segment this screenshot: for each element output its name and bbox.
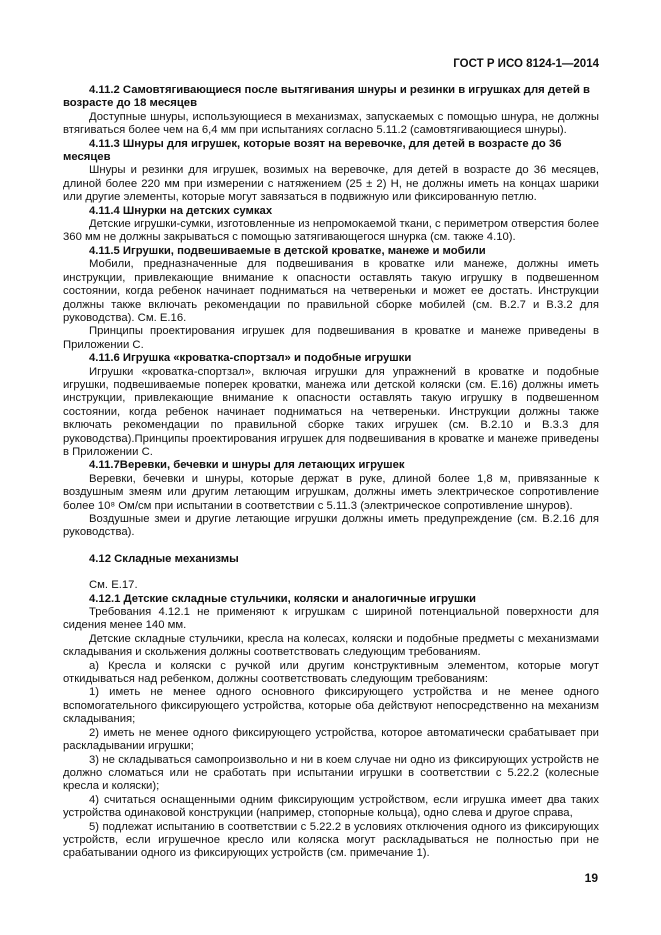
paragraph: а) Кресла и коляски с ручкой или другим конструктивным элементом, которые могут откидываться над ребенком, должны соответствовать следующим требованиям:	[63, 659, 599, 686]
section-heading: 4.11.6 Игрушка «кроватка-спортзал» и подобные игрушки	[89, 352, 412, 365]
paragraph: 3) не складываться самопроизвольно и ни в коем случае ни одно из фиксирующих устройств не должно сломаться или не сработать при испытании игрушки в соответствии с 5.22.2 (колесные кресла и коляски);	[63, 753, 599, 793]
paragraph: Принципы проектирования игрушек для подвешивания в кроватке и манеже приведены в Приложении С.	[63, 325, 599, 351]
paragraph: Веревки, бечевки и шнуры, которые держат в руке, длиной более 1,8 м, привязанные к воздушным змеям или другим летающим игрушкам, должны иметь электрическое сопротивление более 10⁸ Ом/см при испытании в соответствии с 5.11.3 (электрическое сопротивление шнуров).	[63, 472, 599, 512]
paragraph: Доступные шнуры, использующиеся в механизмах, запускаемых с помощью шнура, не должны втягиваться более чем на 6,4 мм при испытаниях согласно 5.11.2 (самовтягивающиеся шнуры).	[63, 110, 599, 137]
page-number: 19	[584, 871, 598, 885]
document-header: ГОСТ Р ИСО 8124-1—2014	[453, 58, 599, 70]
section-heading: 4.11.5 Игрушки, подвешиваемые в детской кроватке, манеже и мобили	[89, 244, 486, 257]
section-heading: 4.11.7Веревки, бечевки и шнуры для летающих игрушек	[89, 459, 405, 472]
paragraph: 1) иметь не менее одного основного фиксирующего устройства и не менее одного вспомогательного фиксирующего устройства, которые оба действуют непосредственно на механизм складывания;	[63, 686, 599, 726]
section-heading: 4.11.4 Шнурки на детских сумках	[89, 204, 273, 217]
paragraph: Игрушки «кроватка-спортзал», включая игрушки для упражнений в кроватке и подобные игрушки, подвешиваемые поперек кроватки, манежа или детской коляски (см. Е.16) должны иметь инструкции, привлекающие внимание к опасности оставлять такую игрушку в подвешенном состоянии, когда ребенок начинает подниматься на четвереньки. Инструкции должны также включать рекомендации по правильной сборке таких игрушек (см. В.2.10 и В.3.3 для руководства).Принципы проектирования игрушек для подвешивания в кроватке и манеже приведены в Приложении С.	[63, 365, 599, 458]
paragraph: Детские игрушки-сумки, изготовленные из непромокаемой ткани, с периметром отверстия более 360 мм не должны закрываться с помощью затягивающегося шнурка (см. также 4.10).	[63, 218, 599, 244]
paragraph: 5) подлежат испытанию в соответствии с 5.22.2 в условиях отключения одного из фиксирующих устройств, если игрушечное кресло или коляска могут раскладываться не полностью при не срабатывании одного из фиксирующих устройств (см. примечание 1).	[63, 820, 599, 860]
section-heading: 4.12.1 Детские складные стульчики, коляски и аналогичные игрушки	[89, 592, 477, 605]
section-heading: 4.11.3 Шнуры для игрушек, которые возят на веревочке, для детей в возрасте до 36 месяцев	[63, 137, 562, 164]
paragraph: Требования 4.12.1 не применяют к игрушкам с шириной потенциальной поверхности для сидения менее 140 мм.	[63, 606, 599, 632]
section-heading: 4.12 Складные механизмы	[89, 552, 239, 565]
section-heading: 4.11.2 Самовтягивающиеся после вытягивания шнуры и резинки в игрушках для детей в возрасте до 18 месяцев	[63, 84, 590, 110]
paragraph: 2) иметь не менее одного фиксирующего устройства, которое автоматически срабатывает при раскладывании игрушки;	[63, 726, 599, 753]
content	[63, 84, 599, 861]
paragraph: Мобили, предназначенные для подвешивания в кроватке или манеже, должны иметь инструкции, привлекающие внимание к опасности оставлять такую игрушку в подвешенном состоянии, когда ребенок начинает подниматься на четвереньки и может ее достать. Инструкции должны также включать рекомендации по правильной сборке мобилей (см. В.2.7 и В.3.2 для руководства). См. Е.16.	[63, 258, 599, 324]
paragraph: Шнуры и резинки для игрушек, возимых на веревочке, для детей в возрасте до 36 месяцев, длиной более 220 мм при измерении с натяжением (25 ± 2) Н, не должны иметь на концах шарики или другие элементы, которые могут завязаться в подвижную или фиксированную петлю.	[63, 164, 599, 204]
paragraph: 4) считаться оснащенными одним фиксирующим устройством, если игрушка имеет два таких устройства одинаковой конструкции (например, стопорные кольца), одно слева и другое справа,	[63, 793, 599, 820]
paragraph: См. Е.17.	[89, 579, 138, 592]
paragraph: Детские складные стульчики, кресла на колесах, коляски и подобные предметы с механизмами складывания и скольжения должны соответствовать следующим требованиям.	[63, 632, 599, 659]
paragraph: Воздушные змеи и другие летающие игрушки должны иметь предупреждение (см. В.2.16 для руководства).	[63, 513, 599, 539]
